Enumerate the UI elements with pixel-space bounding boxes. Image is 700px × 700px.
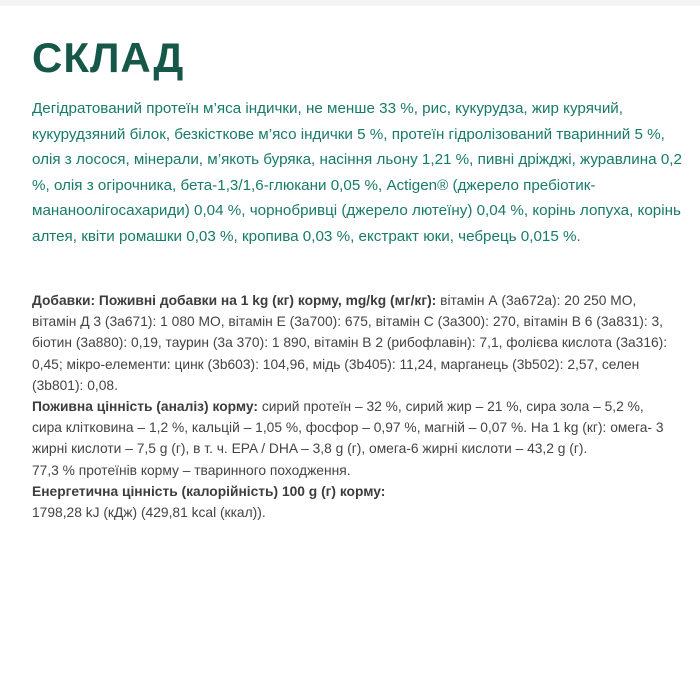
additives-text: вітамін А (3а672а): 20 250 МО, вітамін Д 3 (3а671): 1 080 МО, вітамін Е (3а700): 675, вітамін С (3а300): 270, вітамін В 6 (3а831): 3, біотин (3а880): 0,19, таурин (3а 370): 1 890, вітамін В 2 (рибофлавін): 7,1, фолієва кислота (3а316): 0,45; мікро-елементи: цинк (3b603): 104,96, мідь (3b405): 11,24, марганець (3b502): 2,57, селен (3b801): 0,08. <box>32 293 668 393</box>
energy-label-paragraph <box>32 481 672 502</box>
energy-value: 1798,28 kJ (кДж) (429,81 kcal (ккал)). <box>32 505 266 521</box>
additives-paragraph <box>32 290 672 396</box>
additives-label: Добавки: Поживні добавки на 1 kg (кг) корму, mg/kg (мг/кг): <box>32 293 437 308</box>
nutrition-paragraph <box>32 396 672 460</box>
page-title: СКЛАД <box>32 34 185 81</box>
ingredients-composition: Дегідратований протеїн м’яса індички, не менше 33 %, рис, кукурудза, жир курячий, кукурудзяний білок, безкісткове м’ясо індички 5 %, протеїн гідролізований тваринний 5 %, олія з лосося, мінерали, м’якоть буряка, насіння льону 1,21 %, пивні дріжджі, журавлина 0,2 %, олія з огірочника, бета-1,3/1,6-глюкани 0,05 %, Actigen® (джерело пребіотик- мананоолігосахариди) 0,04 %, чорнобривці (джерело лютеїну) 0,04 %, корінь лопуха, корінь алтея, квіти ромашки 0,03 %, кропива 0,03 %, екстракт юки, чебрець 0,015 %. <box>32 100 682 245</box>
nutrition-label: Поживна цінність (аналіз) корму: <box>32 399 258 415</box>
animal-origin-text: 77,3 % протеїнів корму – тваринного походження. <box>32 462 351 478</box>
energy-label: Енергетична цінність (калорійність) 100 g (г) корму: <box>32 483 386 499</box>
top-divider <box>0 0 700 6</box>
nutrition-text: сирий протеїн – 32 %, сирий жир – 21 %, сира зола – 5,2 %, сира клітковина – 1,2 %, кальцій – 1,05 %, фосфор – 0,97 %, магній – 0,07 %. На 1 kg (кг): омега- 3 жирні кислоти – 7,5 g (г), в т. ч. EPA / DHA – 3,8 g (г), омега-6 жирні кислоти – 43,2 g (г). <box>32 399 664 457</box>
nutrition-details <box>32 290 672 523</box>
